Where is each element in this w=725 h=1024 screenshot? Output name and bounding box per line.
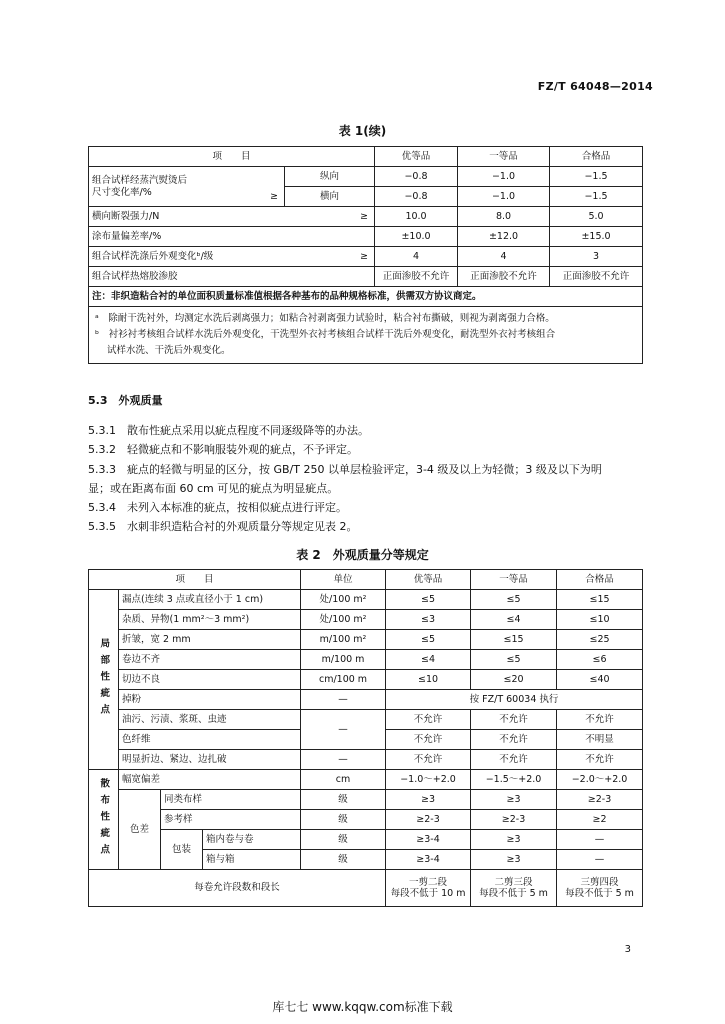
item-cell: 漏点(连续 3 点或直径小于 1 cm) <box>119 590 301 610</box>
value-cell: 不允许 <box>471 710 557 730</box>
table-row <box>89 590 643 610</box>
header-qualified: 合格品 <box>550 147 643 167</box>
color-diff-label: 色差 <box>119 790 161 870</box>
unit-cell: — <box>301 690 386 710</box>
table-row <box>89 790 643 810</box>
item-cell: 同类布样 <box>161 790 301 810</box>
item-cell: 折皱，宽 2 mm <box>119 630 301 650</box>
scatter-defects-label: 散布性疵点 <box>89 770 119 870</box>
value-cell: ≤5 <box>471 590 557 610</box>
value-cell: −2.0～+2.0 <box>557 770 643 790</box>
table-row <box>89 770 643 790</box>
segments-top: 一剪二段 <box>409 876 448 888</box>
unit-cell: m/100 m² <box>301 630 386 650</box>
table1-caption: 表 1(续) <box>338 124 387 138</box>
unit-cell: m/100 m <box>301 650 386 670</box>
packing-label: 包装 <box>161 830 203 870</box>
header-excellent: 优等品 <box>375 147 458 167</box>
value-cell: 不允许 <box>386 730 471 750</box>
value-cell: — <box>557 850 643 870</box>
row-label-text: 涂布量偏差率/% <box>92 230 162 242</box>
header-item: 项 目 <box>89 147 375 167</box>
clause-5-3-3-cont: 显；或在距离布面 60 cm 可见的疵点为明显疵点。 <box>88 482 339 495</box>
local-defects-label: 局部性疵点 <box>89 590 119 770</box>
item-cell: 箱内卷与卷 <box>203 830 301 850</box>
value-cell: ≤4 <box>471 610 557 630</box>
value-cell: — <box>557 830 643 850</box>
value-cell: 正面渗胶不允许 <box>550 267 643 287</box>
table-row <box>89 650 643 670</box>
value-cell: ≤5 <box>386 630 471 650</box>
table-row <box>89 167 643 187</box>
table1 <box>88 146 643 364</box>
footnote-a: ᵃ 除耐干洗衬外，均测定水洗后剥离强力；如粘合衬剥离强力试验时，粘合衬布撕破，则视为剥离强力合格。 <box>95 313 555 324</box>
value-cell: ≥3 <box>386 790 471 810</box>
value-cell: 不允许 <box>471 750 557 770</box>
clause-5-3-4: 5.3.4 未列入本标准的疵点，按相似疵点进行评定。 <box>88 501 347 514</box>
unit-cell: cm/100 m <box>301 670 386 690</box>
segments-top: 三剪四段 <box>580 876 619 888</box>
segments-cell <box>386 870 471 907</box>
value-cell: ≤10 <box>386 670 471 690</box>
value-cell: ±15.0 <box>550 227 643 247</box>
item-cell: 杂质、异物(1 mm²～3 mm²) <box>119 610 301 630</box>
footnote-b: ᵇ 衬衫衬考核组合试样水洗后外观变化，干洗型外衣衬考核组合试样干洗后外观变化，耐洗型外衣衬考核组合 <box>95 329 556 341</box>
clause-5-3-3: 5.3.3 疵点的轻微与明显的区分，按 GB/T 250 以单层检验评定，3-4 级及以上为轻微；3 级及以下为明 <box>88 463 602 476</box>
value-cell: 正面渗胶不允许 <box>458 267 550 287</box>
footnote-b-cont: 试样水洗、干洗后外观变化。 <box>107 345 231 357</box>
table-row <box>89 670 643 690</box>
segments-bottom: 每段不低于 5 m <box>479 888 548 899</box>
unit-cell: 级 <box>301 830 386 850</box>
merged-value-cell: 按 FZ/T 60034 执行 <box>386 690 643 710</box>
segments-label: 每卷允许段数和段长 <box>89 870 386 907</box>
value-cell: 3 <box>550 247 643 267</box>
row-sign: ≥ <box>360 210 369 222</box>
row-label <box>89 247 375 267</box>
row-label-text: 组合试样热熔胶渗胶 <box>92 270 178 282</box>
table-row <box>89 610 643 630</box>
row-label <box>89 227 375 247</box>
table-row <box>89 267 643 287</box>
value-cell: ≥2 <box>557 810 643 830</box>
table2 <box>88 569 643 907</box>
table-row <box>89 870 643 907</box>
value-cell: ≤3 <box>386 610 471 630</box>
segments-bottom: 每段不低于 10 m <box>390 888 466 899</box>
value-cell: ≥3 <box>471 850 557 870</box>
standard-number: FZ/T 64048—2014 <box>537 80 653 93</box>
table-row <box>89 207 643 227</box>
value-cell: 正面渗胶不允许 <box>375 267 458 287</box>
item-cell: 幅宽偏差 <box>119 770 301 790</box>
item-cell: 卷边不齐 <box>119 650 301 670</box>
value-cell: −1.0 <box>458 167 550 187</box>
table1-footnotes <box>89 307 643 364</box>
value-cell: 不允许 <box>557 750 643 770</box>
row-label <box>89 207 375 227</box>
segments-top: 二剪三段 <box>494 876 533 888</box>
value-cell: ≤10 <box>557 610 643 630</box>
value-cell: 不明显 <box>557 730 643 750</box>
header-qualified: 合格品 <box>557 570 643 590</box>
dim-change-label-2: 尺寸变化率/% <box>92 186 152 198</box>
dim-change-label <box>89 167 285 207</box>
dir-cell: 纵向 <box>285 167 375 187</box>
footer-watermark: 库七七 www.kqqw.com标准下载 <box>272 1000 453 1014</box>
value-cell: ≤15 <box>557 590 643 610</box>
item-cell: 油污、污渍、浆斑、虫迹 <box>119 710 301 730</box>
unit-cell: 级 <box>301 810 386 830</box>
header-unit: 单位 <box>301 570 386 590</box>
table1-note: 注：非织造粘合衬的单位面积质量标准值根据各种基布的品种规格标准，供需双方协议商定。 <box>89 287 643 307</box>
value-cell: 不允许 <box>386 750 471 770</box>
value-cell: ≤25 <box>557 630 643 650</box>
value-cell: ≤5 <box>471 650 557 670</box>
item-cell: 箱与箱 <box>203 850 301 870</box>
value-cell: 5.0 <box>550 207 643 227</box>
section-title: 5.3 外观质量 <box>88 394 163 407</box>
item-cell: 明显折边、紧边、边扎破 <box>119 750 301 770</box>
value-cell: 不允许 <box>386 710 471 730</box>
table1-footnotes-row <box>89 307 643 364</box>
table-row <box>89 810 643 830</box>
clause-5-3-1: 5.3.1 散布性疵点采用以疵点程度不同逐级降等的办法。 <box>88 424 369 437</box>
value-cell: ≤5 <box>386 590 471 610</box>
row-label-text: 组合试样洗涤后外观变化ᵇ/级 <box>92 250 214 262</box>
segments-cell <box>557 870 643 907</box>
header-first: 一等品 <box>458 147 550 167</box>
item-cell: 切边不良 <box>119 670 301 690</box>
item-cell: 掉粉 <box>119 690 301 710</box>
value-cell: ≥2-3 <box>471 810 557 830</box>
value-cell: ≤40 <box>557 670 643 690</box>
table-row <box>89 247 643 267</box>
value-cell: 4 <box>458 247 550 267</box>
value-cell: ≥2-3 <box>557 790 643 810</box>
value-cell: −0.8 <box>375 187 458 207</box>
dim-change-sign: ≥ <box>270 190 278 202</box>
table2-caption: 表 2 外观质量分等规定 <box>296 548 429 562</box>
dir-cell: 横向 <box>285 187 375 207</box>
unit-cell: — <box>301 750 386 770</box>
value-cell: −1.5 <box>550 167 643 187</box>
value-cell: ≥3 <box>471 830 557 850</box>
value-cell: −0.8 <box>375 167 458 187</box>
item-cell: 参考样 <box>161 810 301 830</box>
header-item: 项 目 <box>89 570 301 590</box>
segments-cell <box>471 870 557 907</box>
table-row <box>89 710 643 730</box>
clause-5-3-2: 5.3.2 轻微疵点和不影响服装外观的疵点，不予评定。 <box>88 443 358 456</box>
unit-cell: 级 <box>301 790 386 810</box>
unit-cell: cm <box>301 770 386 790</box>
clause-5-3-5: 5.3.5 水刺非织造粘合衬的外观质量分等规定见表 2。 <box>88 520 358 533</box>
dim-change-label-1: 组合试样经蒸汽熨烫后 <box>92 175 188 187</box>
row-sign: ≥ <box>360 250 369 262</box>
row-label-text: 横向断裂强力/N <box>92 210 160 222</box>
unit-cell: — <box>301 710 386 750</box>
header-first: 一等品 <box>471 570 557 590</box>
value-cell: ≤4 <box>386 650 471 670</box>
value-cell: −1.0 <box>458 187 550 207</box>
table1-note-row <box>89 287 643 307</box>
value-cell: −1.0～+2.0 <box>386 770 471 790</box>
value-cell: 8.0 <box>458 207 550 227</box>
value-cell: ≥3-4 <box>386 850 471 870</box>
header-excellent: 优等品 <box>386 570 471 590</box>
value-cell: ±10.0 <box>375 227 458 247</box>
value-cell: −1.5～+2.0 <box>471 770 557 790</box>
value-cell: ≥3 <box>471 790 557 810</box>
segments-bottom: 每段不低于 5 m <box>565 888 634 899</box>
value-cell: 不允许 <box>471 730 557 750</box>
table-row <box>89 690 643 710</box>
unit-cell: 处/100 m² <box>301 610 386 630</box>
table-row <box>89 227 643 247</box>
table2-header-row <box>89 570 643 590</box>
table-row <box>89 750 643 770</box>
unit-cell: 级 <box>301 850 386 870</box>
table1-header-row <box>89 147 643 167</box>
value-cell: −1.5 <box>550 187 643 207</box>
row-label <box>89 267 375 287</box>
table-row <box>89 830 643 850</box>
value-cell: ±12.0 <box>458 227 550 247</box>
value-cell: 4 <box>375 247 458 267</box>
value-cell: 不允许 <box>557 710 643 730</box>
table-row <box>89 630 643 650</box>
value-cell: ≥2-3 <box>386 810 471 830</box>
value-cell: ≤15 <box>471 630 557 650</box>
value-cell: ≤20 <box>471 670 557 690</box>
unit-cell: 处/100 m² <box>301 590 386 610</box>
value-cell: ≥3-4 <box>386 830 471 850</box>
value-cell: ≤6 <box>557 650 643 670</box>
item-cell: 色纤维 <box>119 730 301 750</box>
page-number: 3 <box>624 944 631 955</box>
value-cell: 10.0 <box>375 207 458 227</box>
